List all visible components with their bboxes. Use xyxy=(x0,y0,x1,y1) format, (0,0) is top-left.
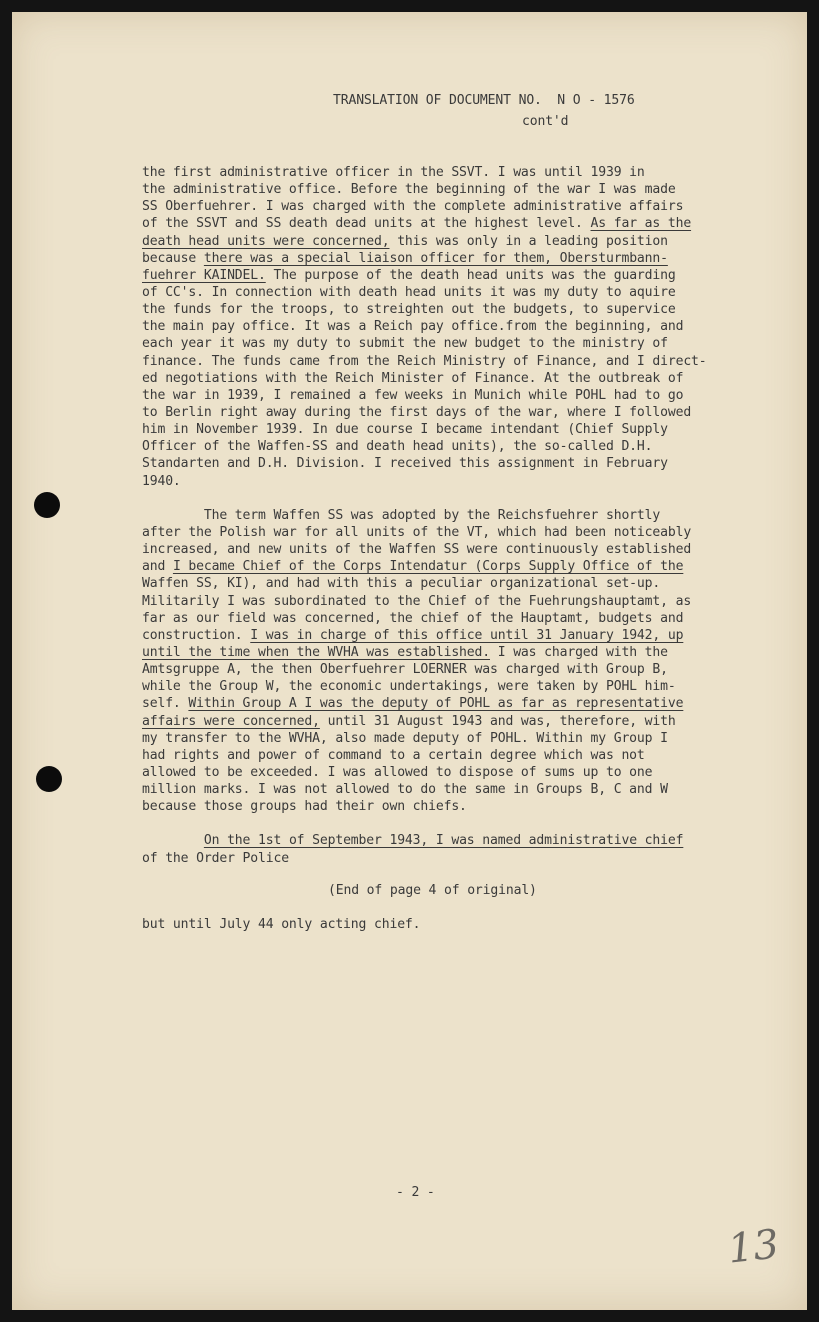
text-segment: my transfer to the WVHA, also made deputy of POHL. Within my Group I xyxy=(142,730,668,746)
text-line xyxy=(142,575,707,592)
document-page xyxy=(12,12,807,1310)
document-body xyxy=(142,164,707,867)
underlined-text: there was a special liaison officer for them, Obersturmbann- xyxy=(203,250,668,266)
text-segment: this was only in a leading position xyxy=(389,233,668,249)
text-line xyxy=(142,250,707,267)
text-segment: the first administrative officer in the SSVT. I was until 1939 in xyxy=(142,165,645,180)
text-line xyxy=(142,678,707,695)
text-segment: Amtsgruppe A, the then Oberfuehrer LOERNER was charged with Group B, xyxy=(142,662,668,678)
text-line xyxy=(142,233,707,250)
text-segment: finance. The funds came from the Reich Ministry of Finance, and I direct- xyxy=(142,353,707,369)
text-segment: Waffen SS, KI), and had with this a peculiar organizational set-up. xyxy=(142,576,661,592)
handwritten-page-mark: 13 xyxy=(725,1221,782,1273)
continued-label: cont'd xyxy=(522,114,569,129)
text-segment: far as our field was concerned, the chief of the Hauptamt, budgets and xyxy=(142,610,684,626)
closing-line: but until July 44 only acting chief. xyxy=(142,917,421,932)
text-line xyxy=(142,558,707,575)
text-segment: because xyxy=(142,250,204,266)
text-segment: SS Oberfuehrer. I was charged with the complete administrative affairs xyxy=(142,199,684,215)
underlined-text: until the time when the WVHA was established. xyxy=(142,644,490,660)
underlined-text: fuehrer KAINDEL. xyxy=(142,267,266,283)
text-line xyxy=(142,318,707,335)
text-line xyxy=(142,713,707,730)
text-line xyxy=(142,661,707,678)
text-segment: until 31 August 1943 and was, therefore, with xyxy=(319,713,676,729)
paragraph-gap xyxy=(142,490,707,507)
text-line xyxy=(142,370,707,387)
text-segment: of the Order Police xyxy=(142,850,289,866)
underlined-text: Within Group A I was the deputy of POHL as far as representative xyxy=(188,696,684,712)
text-line xyxy=(142,524,707,541)
text-segment: the main pay office. It was a Reich pay office.from the beginning, and xyxy=(142,319,684,335)
text-segment: the funds for the troops, to streighten out the budgets, to supervice xyxy=(142,302,676,318)
text-line xyxy=(142,730,707,747)
text-segment: had rights and power of command to a certain degree which was not xyxy=(142,747,645,763)
underlined-text: I became Chief of the Corps Intendatur (Corps Supply Office of the xyxy=(172,559,684,575)
text-line xyxy=(142,181,707,198)
text-line xyxy=(142,404,707,421)
text-segment: each year it was my duty to submit the new budget to the ministry of xyxy=(142,336,668,352)
text-segment: self. xyxy=(142,696,189,712)
text-segment: 1940. xyxy=(142,473,181,489)
text-segment xyxy=(142,833,204,848)
document-title: TRANSLATION OF DOCUMENT NO. N O - 1576 xyxy=(333,93,635,108)
underlined-text: On the 1st of September 1943, I was named administrative chief xyxy=(203,833,684,849)
text-line xyxy=(142,455,707,472)
text-segment: ed negotiations with the Reich Minister of Finance. At the outbreak of xyxy=(142,370,684,386)
text-segment: of CC's. In connection with death head units it was my duty to aquire xyxy=(142,284,676,300)
text-segment: The purpose of the death head units was the guarding xyxy=(265,267,676,283)
underlined-text: affairs were concerned, xyxy=(142,713,320,729)
text-segment: him in November 1939. In due course I became intendant (Chief Supply xyxy=(142,422,668,438)
page-number: - 2 - xyxy=(396,1185,435,1200)
text-segment: Officer of the Waffen-SS and death head units), the so-called D.H. xyxy=(142,439,653,455)
text-line xyxy=(142,198,707,215)
text-line xyxy=(142,610,707,627)
text-line xyxy=(142,284,707,301)
text-line xyxy=(142,301,707,318)
text-segment: increased, and new units of the Waffen SS were continuously established xyxy=(142,542,692,558)
punch-hole-upper xyxy=(34,492,60,518)
text-segment: while the Group W, the economic undertakings, were taken by POHL him- xyxy=(142,679,676,695)
underlined-text: death head units were concerned, xyxy=(142,233,390,249)
text-segment: and xyxy=(142,559,173,575)
text-segment: The term Waffen SS was adopted by the Reichsfuehrer shortly xyxy=(142,507,661,523)
text-line xyxy=(142,353,707,370)
underlined-text: As far as the xyxy=(590,216,692,232)
text-line xyxy=(142,215,707,232)
text-segment: construction. xyxy=(142,627,251,643)
text-line xyxy=(142,541,707,558)
text-line xyxy=(142,764,707,781)
text-line xyxy=(142,798,707,815)
text-line xyxy=(142,267,707,284)
text-segment: Standarten and D.H. Division. I received this assignment in February xyxy=(142,456,668,472)
text-line xyxy=(142,421,707,438)
punch-hole-lower xyxy=(36,766,62,792)
end-of-page-note: (End of page 4 of original) xyxy=(328,883,537,898)
text-segment: of the SSVT and SS death dead units at the highest level. xyxy=(142,216,591,232)
text-segment: allowed to be exceeded. I was allowed to dispose of sums up to one xyxy=(142,764,653,780)
underlined-text: I was in charge of this office until 31 January 1942, up xyxy=(250,627,684,643)
text-line xyxy=(142,695,707,712)
text-line xyxy=(142,387,707,404)
text-segment: the administrative office. Before the beginning of the war I was made xyxy=(142,182,676,198)
text-segment: to Berlin right away during the first days of the war, where I followed xyxy=(142,404,692,420)
paragraph-gap xyxy=(142,815,707,832)
text-line xyxy=(142,507,707,524)
text-line xyxy=(142,438,707,455)
text-line xyxy=(142,747,707,764)
text-segment: Militarily I was subordinated to the Chief of the Fuehrungshauptamt, as xyxy=(142,593,692,609)
text-segment: I was charged with the xyxy=(490,644,668,660)
text-segment: million marks. I was not allowed to do the same in Groups B, C and W xyxy=(142,782,668,798)
text-line xyxy=(142,335,707,352)
text-line xyxy=(142,781,707,798)
text-line xyxy=(142,627,707,644)
text-segment: because those groups had their own chiefs. xyxy=(142,799,467,815)
text-line xyxy=(142,644,707,661)
text-line xyxy=(142,850,707,867)
text-line xyxy=(142,164,707,181)
text-line xyxy=(142,593,707,610)
text-line xyxy=(142,473,707,490)
text-line xyxy=(142,832,707,849)
text-segment: after the Polish war for all units of the VT, which had been noticeably xyxy=(142,524,692,540)
text-segment: the war in 1939, I remained a few weeks in Munich while POHL had to go xyxy=(142,387,684,403)
